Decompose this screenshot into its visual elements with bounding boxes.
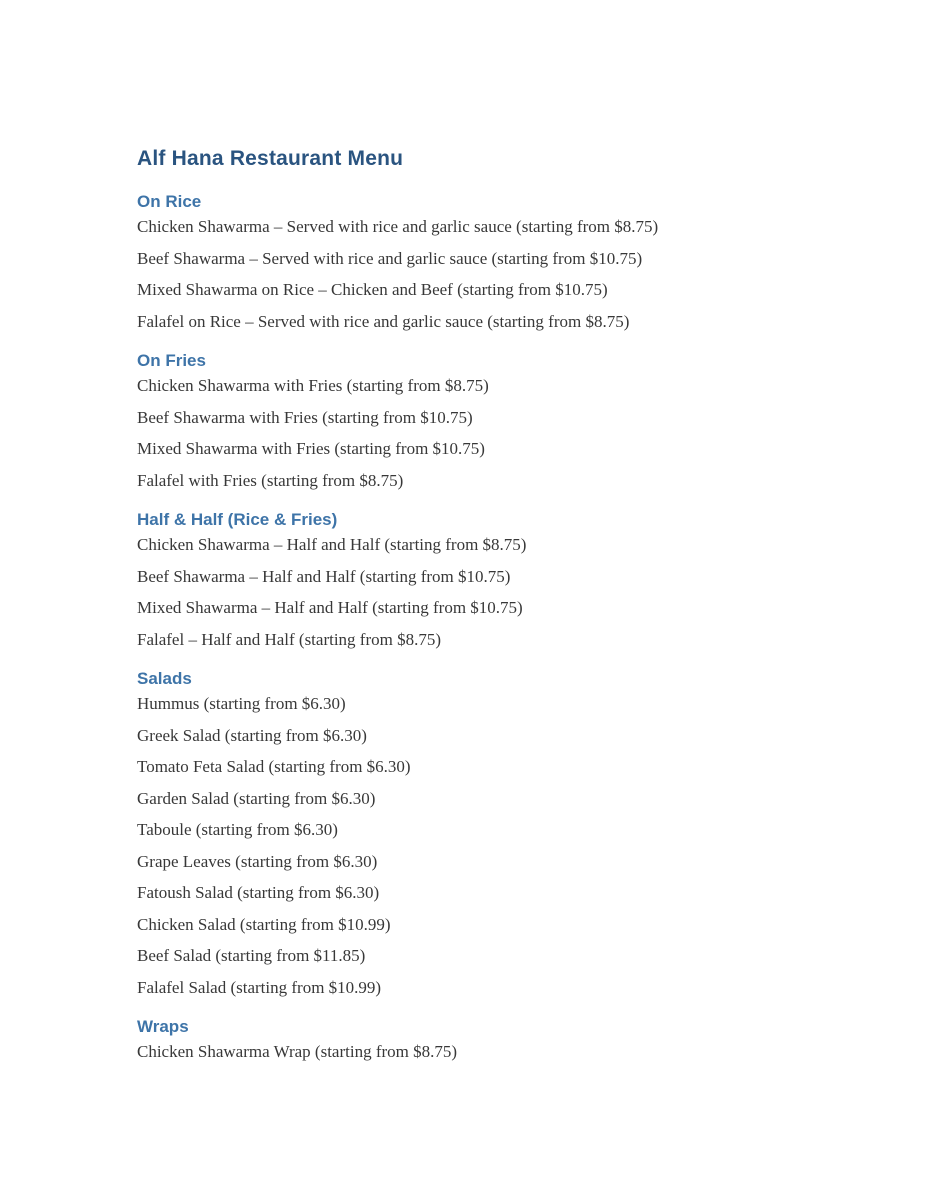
- menu-item: Chicken Salad (starting from $10.99): [137, 914, 391, 934]
- menu-item: Beef Shawarma – Served with rice and garlic sauce (starting from $10.75): [137, 248, 643, 268]
- menu-item: Chicken Shawarma with Fries (starting from $8.75): [137, 376, 489, 395]
- menu-item: Greek Salad (starting from $6.30): [137, 725, 367, 745]
- menu-sections: [137, 193, 827, 1068]
- menu-item: Beef Salad (starting from $11.85): [137, 946, 366, 965]
- menu-item: Falafel with Fries (starting from $8.75): [137, 470, 404, 490]
- menu-item: Mixed Shawarma – Half and Half (starting from $10.75): [137, 598, 523, 617]
- section-heading: On Fries: [137, 351, 206, 370]
- section-heading: Half & Half (Rice & Fries): [137, 510, 338, 529]
- menu-item: Tomato Feta Salad (starting from $6.30): [137, 757, 411, 776]
- menu-item: Chicken Shawarma Wrap (starting from $8.75): [137, 1042, 458, 1061]
- menu-section: [137, 193, 827, 337]
- menu-item: Mixed Shawarma with Fries (starting from $10.75): [137, 439, 485, 458]
- menu-item: Taboule (starting from $6.30): [137, 820, 338, 839]
- menu-item: Falafel on Rice – Served with rice and garlic sauce (starting from $8.75): [137, 311, 630, 331]
- menu-item: Chicken Shawarma – Half and Half (starting from $8.75): [137, 535, 527, 554]
- menu-item: Garden Salad (starting from $6.30): [137, 788, 376, 808]
- menu-item: Chicken Shawarma – Served with rice and garlic sauce (starting from $8.75): [137, 217, 659, 236]
- section-heading: Wraps: [137, 1017, 189, 1036]
- menu-item: Grape Leaves (starting from $6.30): [137, 851, 378, 871]
- menu-item: Beef Shawarma – Half and Half (starting from $10.75): [137, 566, 511, 586]
- menu-section: [137, 352, 827, 496]
- page-title: Alf Hana Restaurant Menu: [137, 147, 404, 170]
- section-heading: Salads: [137, 669, 192, 688]
- menu-item: Hummus (starting from $6.30): [137, 694, 346, 713]
- menu-section: [137, 511, 827, 655]
- section-heading: On Rice: [137, 192, 202, 211]
- menu-item: Beef Shawarma with Fries (starting from $10.75): [137, 407, 473, 427]
- menu-item: Mixed Shawarma on Rice – Chicken and Beef (starting from $10.75): [137, 280, 608, 299]
- menu-section: [137, 1018, 827, 1068]
- menu-item: Falafel Salad (starting from $10.99): [137, 977, 382, 997]
- menu-item: Falafel – Half and Half (starting from $8.75): [137, 629, 442, 649]
- menu-section: [137, 670, 827, 1003]
- menu-item: Fatoush Salad (starting from $6.30): [137, 883, 380, 902]
